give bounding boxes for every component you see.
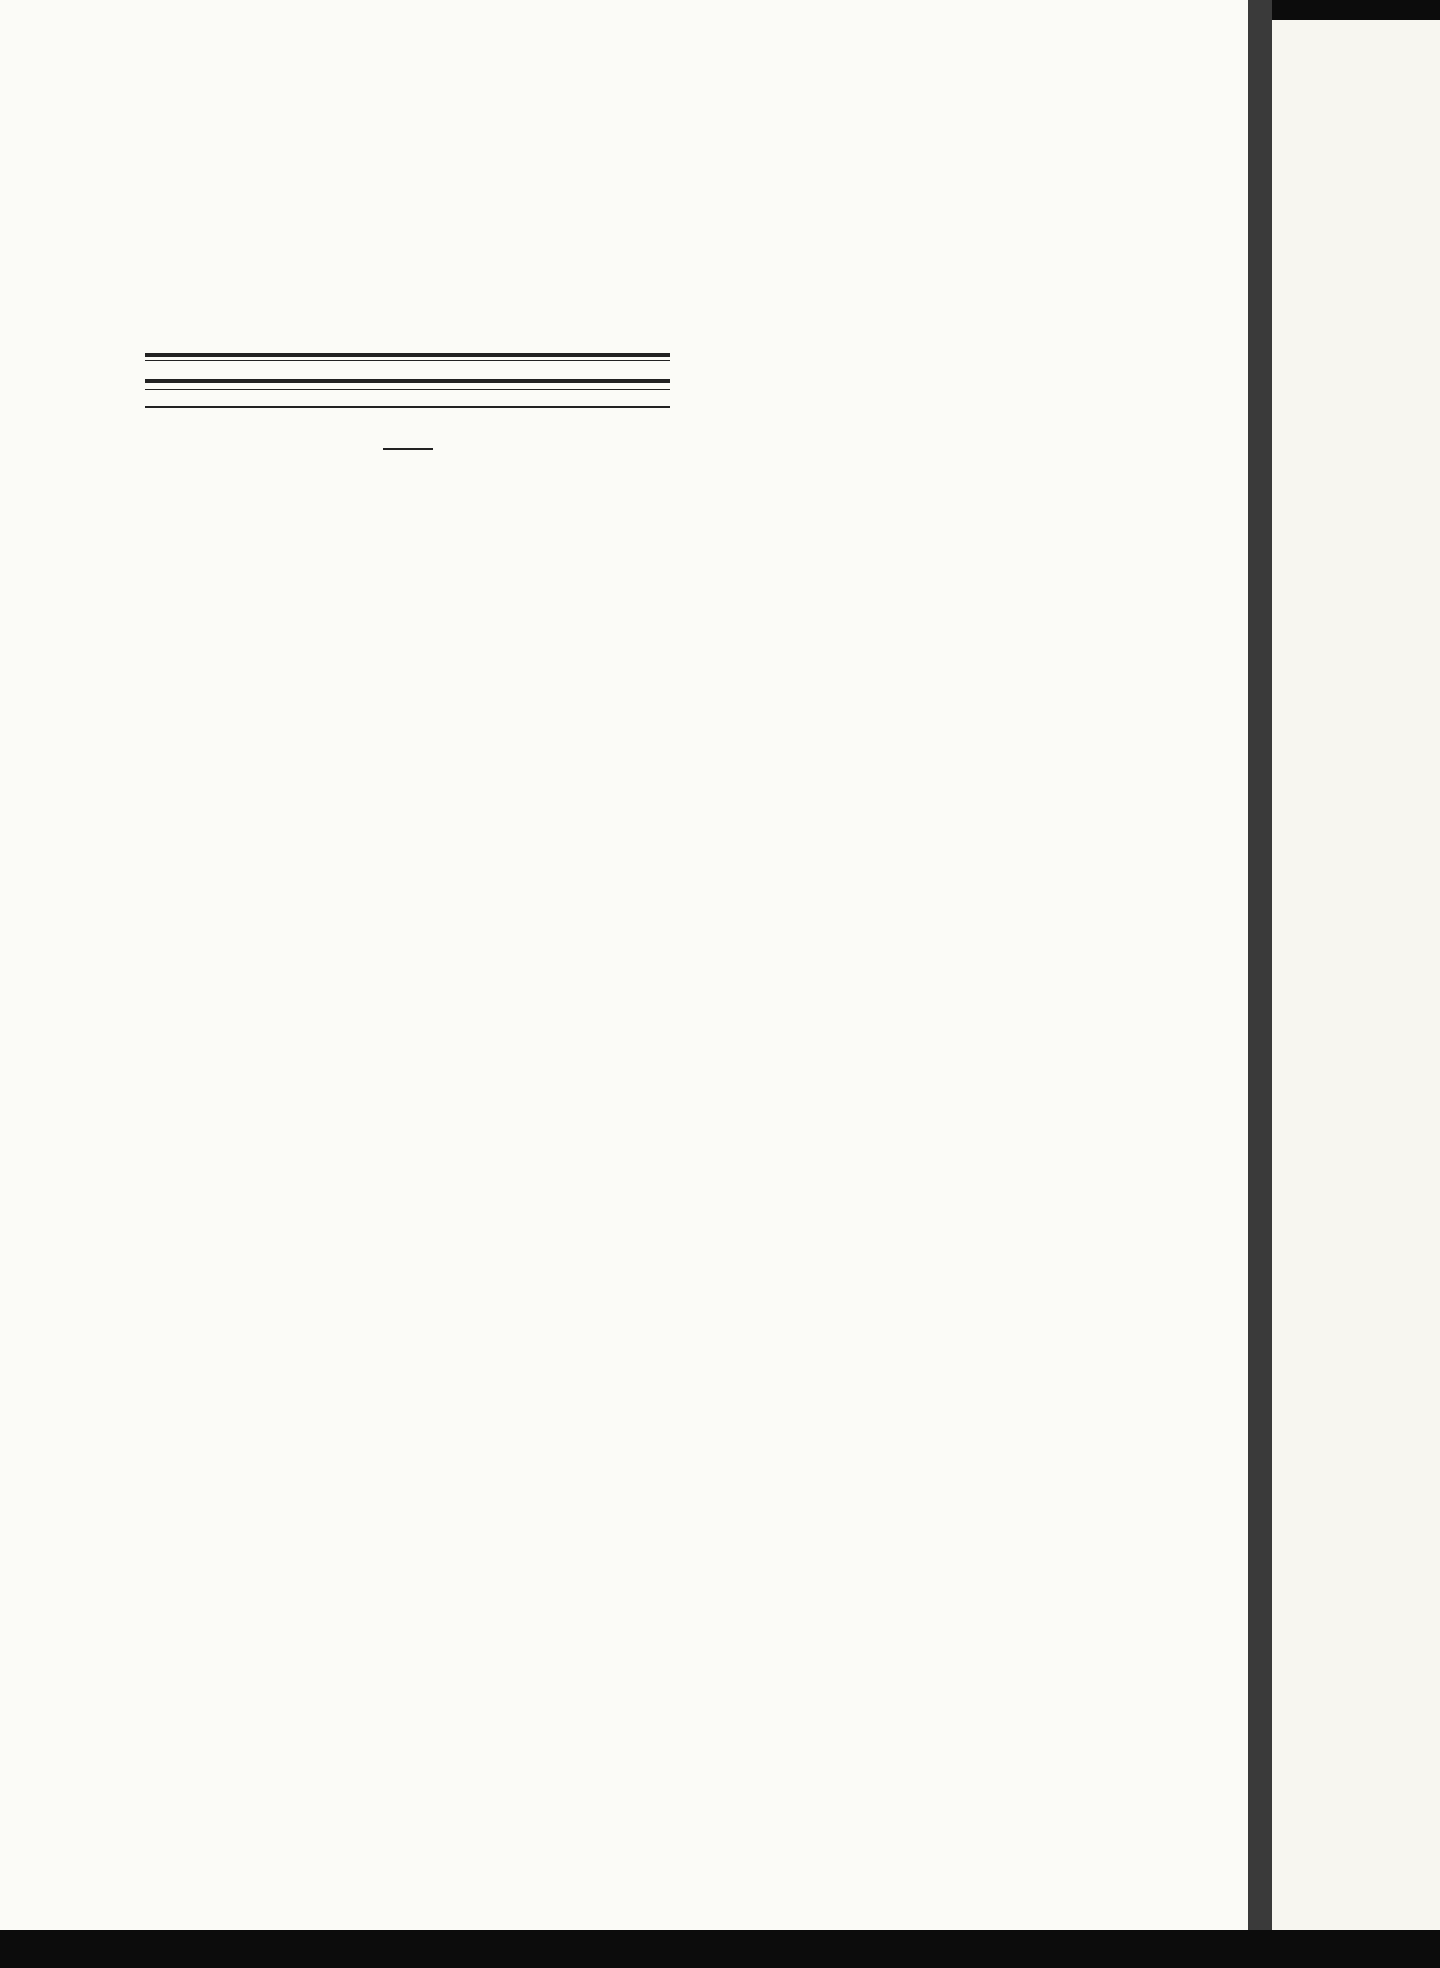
periodical-name xyxy=(145,269,612,335)
periodicals-subtitle-2 xyxy=(145,191,670,225)
divider xyxy=(145,379,670,390)
scan-border xyxy=(0,1930,1440,1968)
periodical-name xyxy=(145,225,612,269)
periodical-review xyxy=(145,269,670,335)
page-gutter xyxy=(1248,0,1272,1968)
divider xyxy=(145,353,670,361)
running-header xyxy=(155,128,1205,168)
column-left xyxy=(145,185,670,480)
page-right-partial xyxy=(1272,20,1440,1940)
divider xyxy=(145,406,670,408)
title-dash xyxy=(383,448,433,450)
periodical-price xyxy=(612,225,670,269)
periodical-intermediate xyxy=(145,225,670,269)
